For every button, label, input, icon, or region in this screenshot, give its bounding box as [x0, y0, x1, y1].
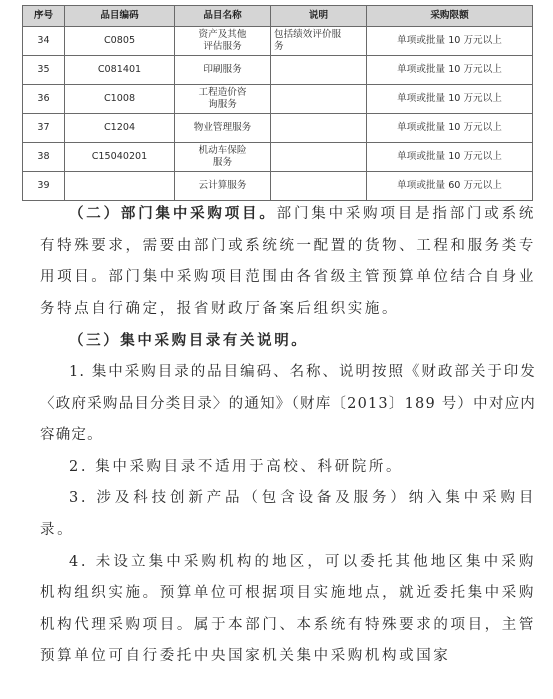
cell-code: C0805 [65, 27, 175, 56]
cell-code: C15040201 [65, 143, 175, 172]
table-row [23, 114, 533, 143]
cell-note [271, 143, 367, 172]
table-row [23, 27, 533, 56]
cell-name: 印刷服务 [203, 64, 242, 75]
cell-name: 资产及其他评估服务 [198, 29, 247, 52]
cell-code [65, 172, 175, 201]
list-item-1: 1. 集中采购目录的品目编码、名称、说明按照《财政部关于印发〈政府采购品目分类目录〉的通知》（财库〔2013〕189 号）中对应内容确定。 [40, 363, 536, 444]
cell-code: C1204 [65, 114, 175, 143]
table-row [23, 56, 533, 85]
cell-limit: 单项或批量 10 万元以上 [367, 143, 533, 172]
cell-serial: 39 [23, 172, 65, 201]
list-item-2: 2. 集中采购目录不适用于高校、科研院所。 [69, 458, 404, 475]
cell-note [271, 114, 367, 143]
table-row [23, 85, 533, 114]
section-2-heading: （二）部门集中采购项目。 [69, 205, 277, 222]
list-item-3: 3. 涉及科技创新产品（包含设备及服务）纳入集中采购目录。 [40, 490, 536, 538]
list-item-4: 4. 未设立集中采购机构的地区，可以委托其他地区集中采购机构组织实施。预算单位可根据项目实施地点，就近委托集中采购机构代理采购项目。属于本部门、本系统有特殊要求的项目，主管预算单位可自行委托中央国家机关集中采购机构或国家 [40, 553, 536, 665]
table-header-row [23, 6, 533, 27]
cell-serial: 35 [23, 56, 65, 85]
cell-limit: 单项或批量 10 万元以上 [367, 27, 533, 56]
cell-code: C081401 [65, 56, 175, 85]
cell-name: 工程造价咨询服务 [198, 87, 247, 110]
table-row [23, 172, 533, 201]
header-limit: 采购限额 [367, 6, 533, 27]
table-row [23, 143, 533, 172]
cell-name: 物业管理服务 [175, 114, 271, 143]
cell-name: 机动车保险服务 [198, 145, 247, 168]
header-note: 说明 [271, 6, 367, 27]
procurement-catalog-table [22, 5, 533, 201]
document-body [40, 198, 536, 673]
cell-name: 云计算服务 [175, 172, 271, 201]
cell-code: C1008 [65, 85, 175, 114]
cell-serial: 37 [23, 114, 65, 143]
header-item-code: 品目编码 [65, 6, 175, 27]
cell-serial: 38 [23, 143, 65, 172]
cell-limit: 单项或批量 10 万元以上 [367, 56, 533, 85]
cell-serial: 34 [23, 27, 65, 56]
cell-note: 包括绩效评价服务 [274, 29, 342, 52]
cell-serial: 36 [23, 85, 65, 114]
cell-limit: 单项或批量 60 万元以上 [367, 172, 533, 201]
section-2-text: 部门集中采购项目是指部门或系统有特殊要求，需要由部门或系统统一配置的货物、工程和服务类专用项目。部门集中采购项目范围由各省级主管预算单位结合自身业务特点自行确定，报省财政厅备案后组织实施。 [40, 206, 537, 317]
section-2-paragraph [40, 198, 536, 325]
header-serial: 序号 [23, 6, 65, 27]
cell-note [271, 85, 367, 114]
cell-limit: 单项或批量 10 万元以上 [367, 114, 533, 143]
header-item-name: 品目名称 [175, 6, 271, 27]
cell-limit: 单项或批量 10 万元以上 [367, 85, 533, 114]
section-3-heading: （三）集中采购目录有关说明。 [69, 332, 309, 350]
cell-note [271, 172, 367, 201]
cell-note [271, 56, 367, 85]
